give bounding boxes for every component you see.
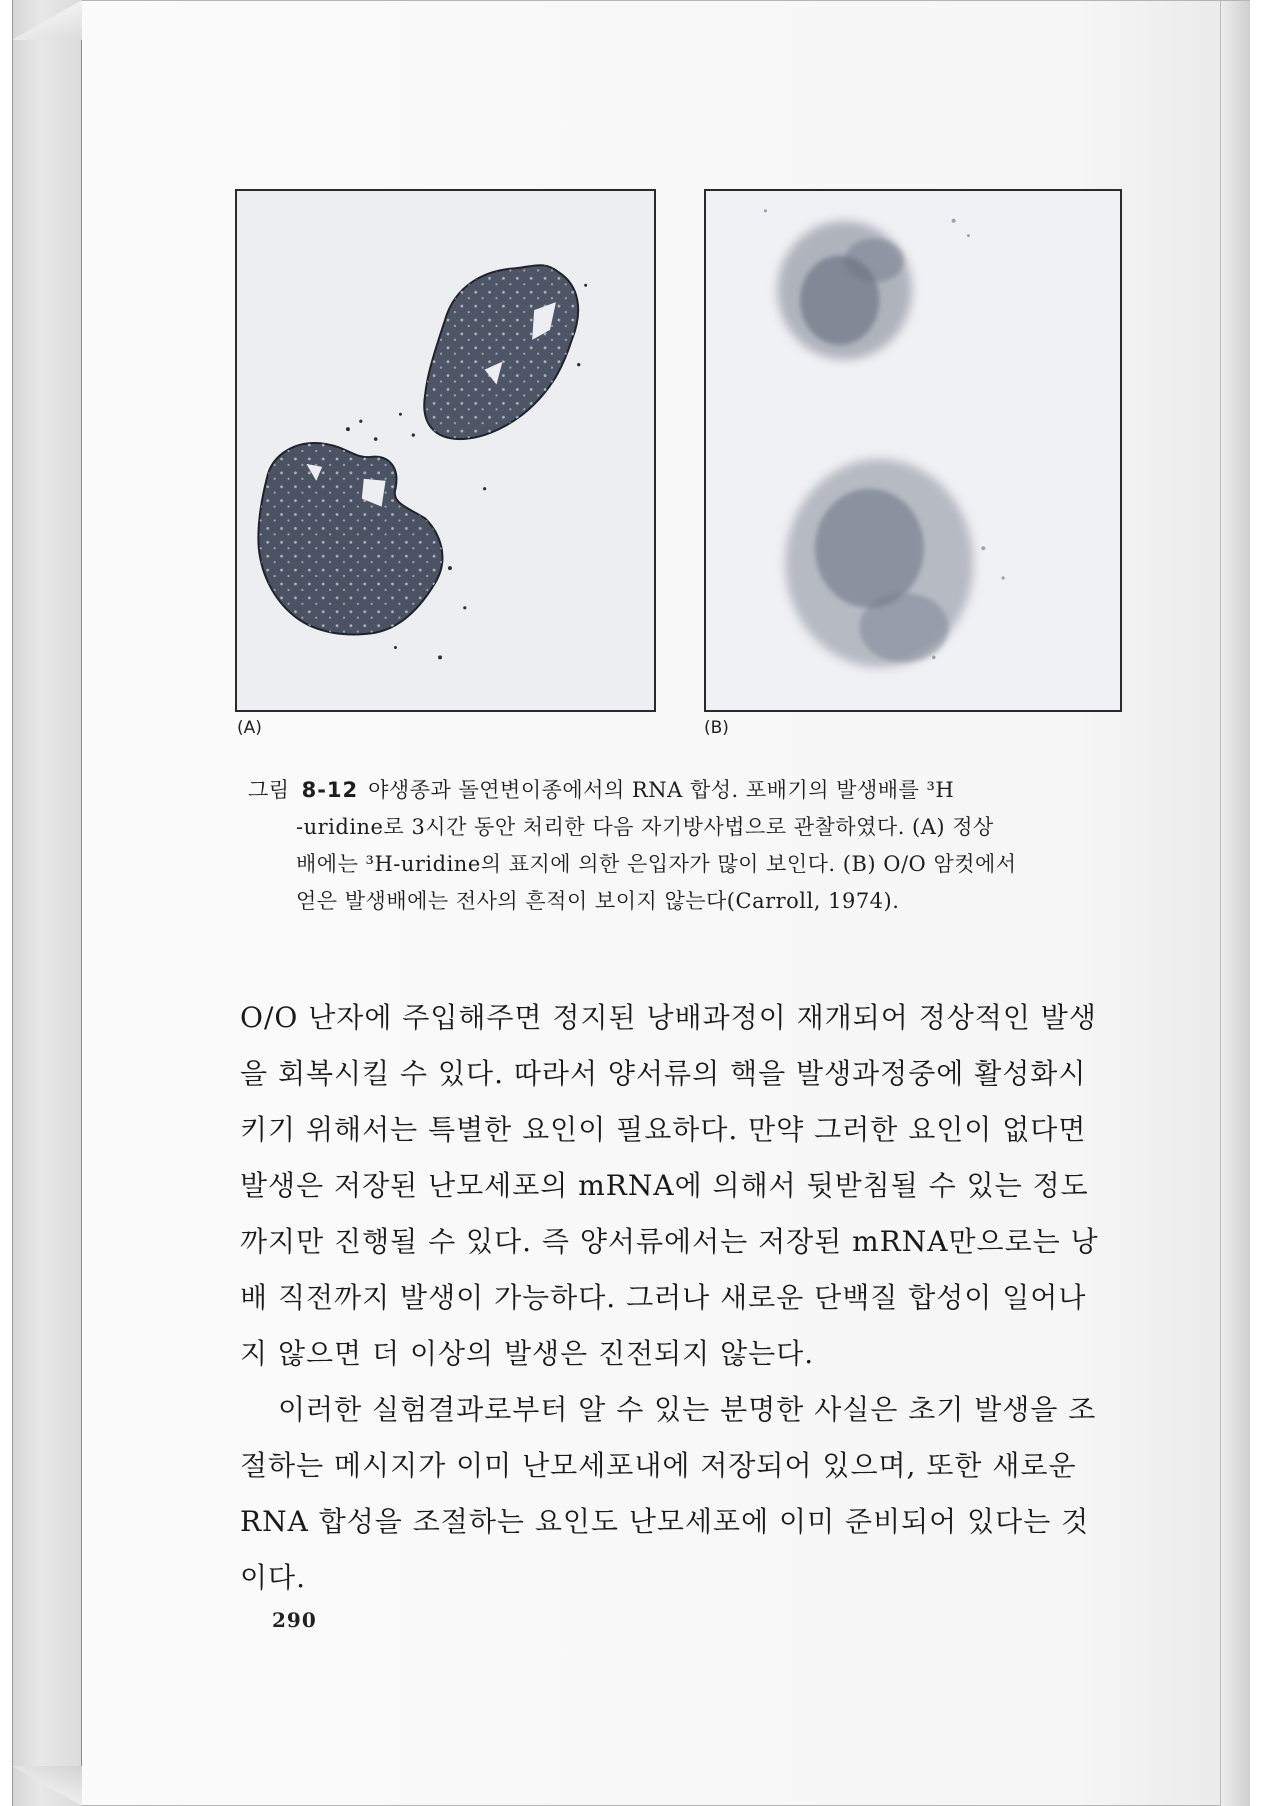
caption-figure-number: 8-12: [301, 778, 359, 802]
body-text: [240, 990, 1120, 1606]
paragraph-1-line: 지 않으면 더 이상의 발생은 진전되지 않는다.: [240, 1337, 815, 1370]
caption-line-2: -uridine로 3시간 동안 처리한 다음 자기방사법으로 관찰하였다. (A) 정상: [296, 815, 994, 839]
caption-text: 야생종과 돌연변이종에서의 RNA 합성. 포배기의 발생배를 ³H: [368, 778, 955, 802]
figure-label-a: (A): [237, 718, 262, 738]
paragraph-2-line: 이다.: [240, 1561, 306, 1594]
caption-line-1: [248, 772, 1118, 809]
figure-panel-a: [235, 189, 656, 712]
paragraph-2-line: RNA 합성을 조절하는 요인도 난모세포에 이미 준비되어 있다는 것: [240, 1505, 1090, 1538]
paragraph-1-line: 을 회복시킬 수 있다. 따라서 양서류의 핵을 발생과정중에 활성화시: [240, 1057, 1087, 1090]
paragraph-2-line: 이러한 실험결과로부터 알 수 있는 분명한 사실은 초기 발생을 조: [278, 1393, 1097, 1426]
embryo-micrograph-a: [237, 191, 654, 710]
figure-caption: [248, 772, 1118, 920]
caption-line-4: 얻은 발생배에는 전사의 흔적이 보이지 않는다(Carroll, 1974).: [296, 889, 900, 913]
book-spine: [12, 0, 82, 1806]
paragraph-2-line: 절하는 메시지가 이미 난모세포내에 저장되어 있으며, 또한 새로운: [240, 1449, 1077, 1482]
embryo-micrograph-b: [706, 191, 1120, 710]
caption-line-3: 배에는 ³H-uridine의 표지에 의한 은입자가 많이 보인다. (B) O/O 암컷에서: [296, 852, 1017, 876]
paragraph-1-line: 배 직전까지 발생이 가능하다. 그러나 새로운 단백질 합성이 일어나: [240, 1281, 1087, 1314]
figure-label-b: (B): [704, 718, 729, 738]
paragraph-1-line: 발생은 저장된 난모세포의 mRNA에 의해서 뒷받침될 수 있는 정도: [240, 1169, 1089, 1202]
figure-panel-b: [704, 189, 1122, 712]
paragraph-1-line: O/O 난자에 주입해주면 정지된 낭배과정이 재개되어 정상적인 발생: [240, 1001, 1097, 1034]
paragraph-1-line: 키기 위해서는 특별한 요인이 필요하다. 만약 그러한 요인이 없다면: [240, 1113, 1087, 1146]
paragraph-1-line: 까지만 진행될 수 있다. 즉 양서류에서는 저장된 mRNA만으로는 낭: [240, 1225, 1099, 1258]
caption-figure-word: 그림: [248, 778, 290, 802]
page-edge: [1220, 1, 1250, 1806]
page-number: 290: [272, 1608, 317, 1632]
